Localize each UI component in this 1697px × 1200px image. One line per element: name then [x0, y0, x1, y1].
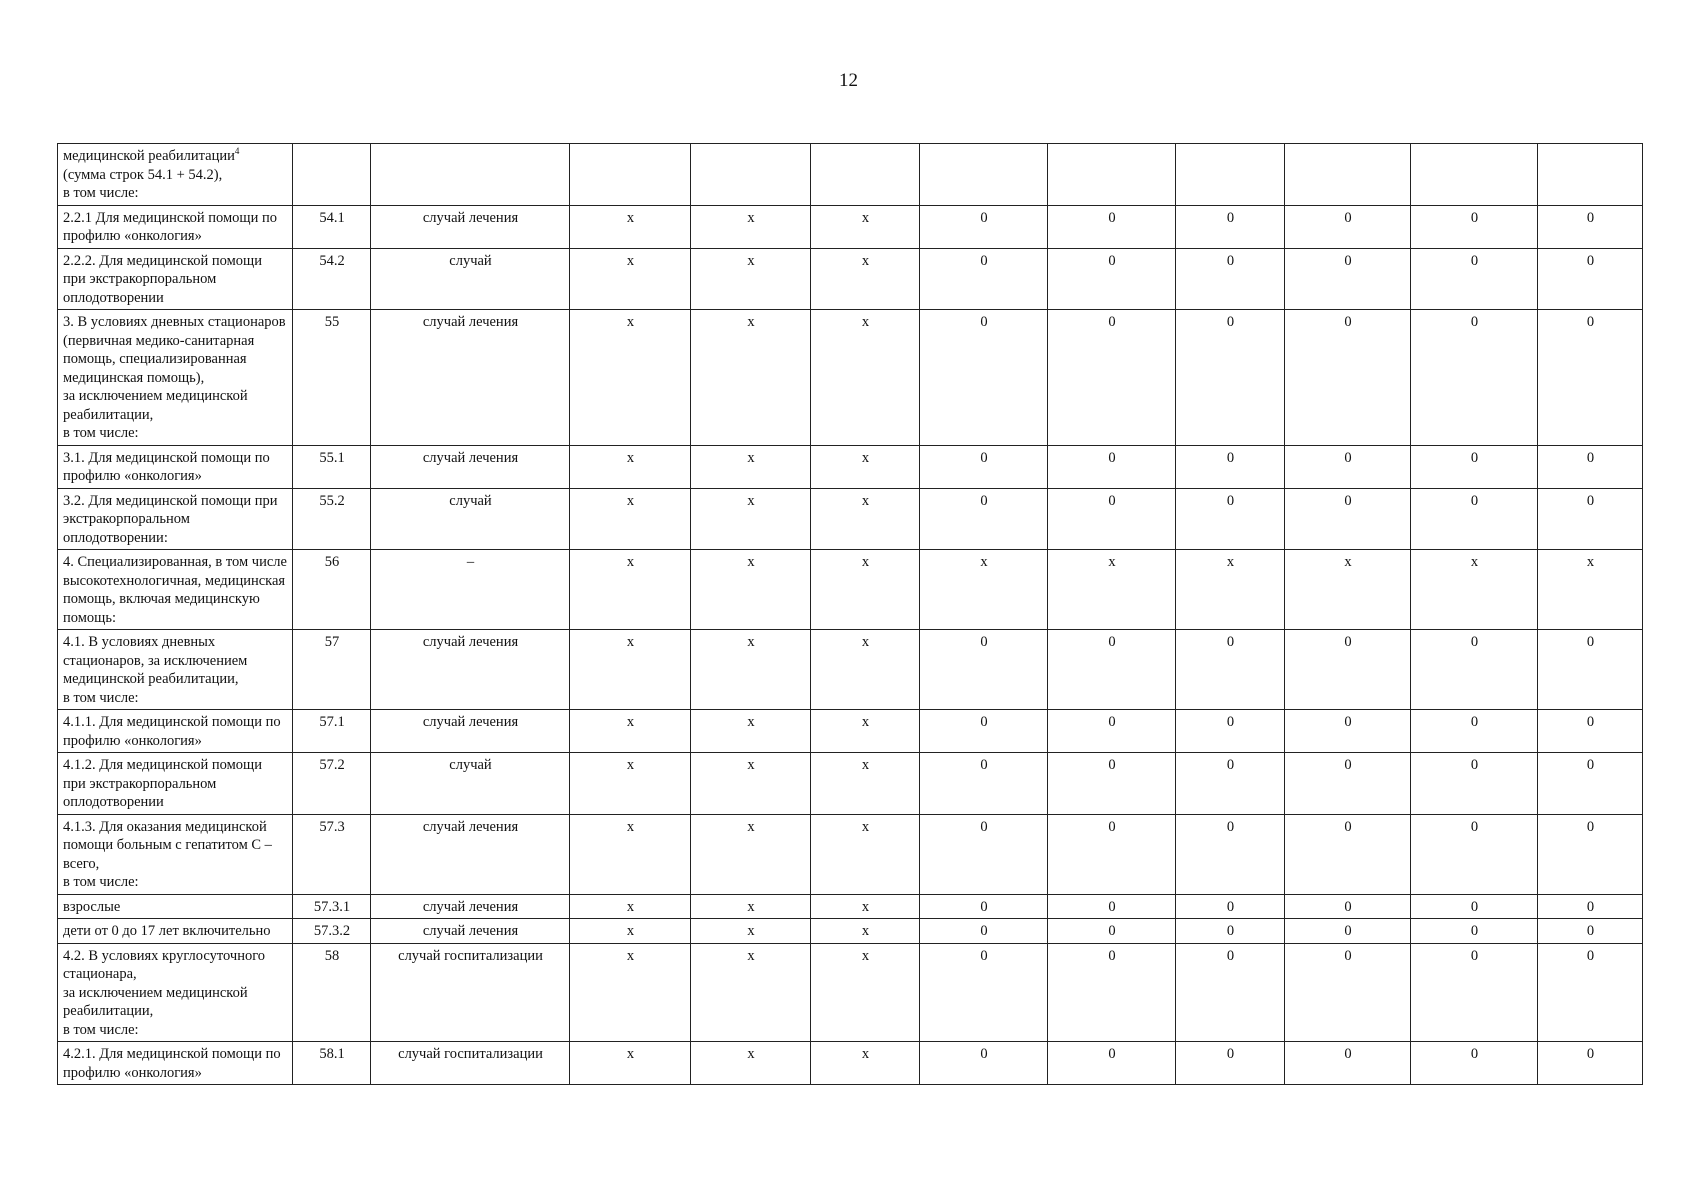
row-name-cell	[58, 488, 293, 550]
row-name-cell	[58, 919, 293, 944]
table-row	[58, 205, 1643, 248]
row-code: 54.2	[293, 248, 371, 310]
row-code: 57.3.1	[293, 894, 371, 919]
value-cell: х	[570, 710, 691, 753]
value-cell: 0	[1285, 205, 1411, 248]
value-cell	[811, 144, 920, 206]
value-cell: 0	[1411, 248, 1538, 310]
row-name: 4.2.1. Для медицинской помощи по профилю «онкология»	[63, 1046, 281, 1081]
value-cell: 0	[1538, 919, 1643, 944]
value-cell: х	[811, 248, 920, 310]
value-cell: х	[691, 814, 811, 894]
value-cell: х	[570, 894, 691, 919]
value-cell: х	[811, 1042, 920, 1085]
value-cell: 0	[1411, 445, 1538, 488]
row-name: медицинской реабилитации	[63, 148, 235, 164]
value-cell	[1176, 144, 1285, 206]
row-name-cell	[58, 550, 293, 630]
value-cell: 0	[1176, 630, 1285, 710]
table-row	[58, 550, 1643, 630]
value-cell: 0	[1176, 943, 1285, 1042]
value-cell: х	[811, 205, 920, 248]
value-cell: 0	[1048, 445, 1176, 488]
value-cell: х	[920, 550, 1048, 630]
value-cell: 0	[920, 814, 1048, 894]
row-name: 3.1. Для медицинской помощи по профилю «онкология»	[63, 449, 270, 484]
value-cell: х	[570, 205, 691, 248]
value-cell: 0	[1285, 630, 1411, 710]
row-name-cell	[58, 894, 293, 919]
row-name-cell	[58, 144, 293, 206]
row-unit: случай лечения	[371, 919, 570, 944]
value-cell: 0	[1285, 1042, 1411, 1085]
value-cell: х	[811, 310, 920, 446]
table-row	[58, 710, 1643, 753]
value-cell: х	[691, 753, 811, 815]
value-cell: 0	[1411, 753, 1538, 815]
value-cell: 0	[1176, 1042, 1285, 1085]
value-cell: 0	[1285, 310, 1411, 446]
row-name: 4.1. В условиях дневных стационаров, за исключением медицинской реабилитации, в том числе:	[63, 634, 248, 706]
row-code: 58.1	[293, 1042, 371, 1085]
value-cell: х	[811, 710, 920, 753]
value-cell: 0	[1411, 710, 1538, 753]
value-cell: 0	[1176, 205, 1285, 248]
value-cell: 0	[1538, 814, 1643, 894]
value-cell: 0	[1048, 310, 1176, 446]
table-row	[58, 144, 1643, 206]
row-unit: случай лечения	[371, 814, 570, 894]
value-cell	[1538, 144, 1643, 206]
row-code: 56	[293, 550, 371, 630]
row-code: 57.2	[293, 753, 371, 815]
value-cell: 0	[1048, 753, 1176, 815]
value-cell: 0	[920, 710, 1048, 753]
value-cell: 0	[920, 488, 1048, 550]
value-cell: 0	[920, 894, 1048, 919]
row-code	[293, 144, 371, 206]
row-code: 57.3.2	[293, 919, 371, 944]
value-cell: 0	[1538, 753, 1643, 815]
value-cell: х	[691, 310, 811, 446]
row-name-cell	[58, 205, 293, 248]
value-cell: х	[811, 943, 920, 1042]
row-name: 4.2. В условиях круглосуточного стационара, за исключением медицинской реабилитации, в том числе:	[63, 947, 266, 1038]
row-code: 55.2	[293, 488, 371, 550]
row-unit: случай лечения	[371, 445, 570, 488]
value-cell: х	[691, 248, 811, 310]
value-cell: х	[691, 205, 811, 248]
table-row	[58, 310, 1643, 446]
value-cell: 0	[920, 1042, 1048, 1085]
row-unit: случай лечения	[371, 630, 570, 710]
row-unit: –	[371, 550, 570, 630]
value-cell: 0	[1048, 248, 1176, 310]
value-cell: 0	[1176, 248, 1285, 310]
value-cell: 0	[920, 630, 1048, 710]
row-code: 55.1	[293, 445, 371, 488]
table-row	[58, 894, 1643, 919]
row-code: 57.1	[293, 710, 371, 753]
row-unit: случай	[371, 753, 570, 815]
table-row	[58, 1042, 1643, 1085]
row-unit: случай госпитализации	[371, 943, 570, 1042]
value-cell	[920, 144, 1048, 206]
value-cell: х	[1285, 550, 1411, 630]
value-cell: х	[691, 894, 811, 919]
value-cell: х	[570, 753, 691, 815]
table-row	[58, 445, 1643, 488]
value-cell: 0	[1411, 1042, 1538, 1085]
table-row	[58, 248, 1643, 310]
row-name-cell	[58, 248, 293, 310]
value-cell: х	[691, 488, 811, 550]
value-cell	[1285, 144, 1411, 206]
row-name: 4.1.3. Для оказания медицинской помощи больным с гепатитом С – всего, в том числе:	[63, 818, 272, 890]
value-cell	[570, 144, 691, 206]
row-name-cell	[58, 943, 293, 1042]
row-unit: случай	[371, 248, 570, 310]
value-cell: 0	[920, 248, 1048, 310]
value-cell: 0	[1048, 894, 1176, 919]
value-cell: х	[691, 919, 811, 944]
value-cell: 0	[1538, 488, 1643, 550]
value-cell: х	[691, 445, 811, 488]
footnote-marker: 4	[234, 146, 240, 157]
value-cell: 0	[1176, 919, 1285, 944]
value-cell: х	[570, 550, 691, 630]
value-cell: х	[1048, 550, 1176, 630]
value-cell: х	[811, 550, 920, 630]
row-unit: случай лечения	[371, 310, 570, 446]
row-code: 57	[293, 630, 371, 710]
value-cell: 0	[1285, 814, 1411, 894]
value-cell: х	[691, 1042, 811, 1085]
value-cell: 0	[1285, 710, 1411, 753]
value-cell: х	[570, 943, 691, 1042]
row-name-continuation: (сумма строк 54.1 + 54.2), в том числе:	[63, 166, 223, 201]
value-cell: х	[811, 630, 920, 710]
value-cell: 0	[1048, 943, 1176, 1042]
value-cell: 0	[920, 753, 1048, 815]
value-cell: х	[691, 630, 811, 710]
value-cell: 0	[1176, 753, 1285, 815]
value-cell: х	[1411, 550, 1538, 630]
value-cell: х	[811, 488, 920, 550]
row-name: дети от 0 до 17 лет включительно	[63, 923, 271, 939]
value-cell: 0	[1048, 1042, 1176, 1085]
value-cell: х	[570, 445, 691, 488]
row-unit	[371, 144, 570, 206]
row-unit: случай лечения	[371, 894, 570, 919]
value-cell: 0	[1538, 205, 1643, 248]
value-cell: х	[1538, 550, 1643, 630]
value-cell: 0	[1411, 894, 1538, 919]
value-cell	[1048, 144, 1176, 206]
value-cell: 0	[1048, 488, 1176, 550]
row-name-cell	[58, 753, 293, 815]
value-cell: 0	[1411, 310, 1538, 446]
value-cell: 0	[1411, 630, 1538, 710]
value-cell: 0	[1176, 894, 1285, 919]
value-cell: 0	[1048, 630, 1176, 710]
row-name: 2.2.1 Для медицинской помощи по профилю «онкология»	[63, 209, 277, 244]
value-cell: 0	[1538, 630, 1643, 710]
value-cell: 0	[1285, 488, 1411, 550]
row-name-cell	[58, 1042, 293, 1085]
value-cell: 0	[1048, 710, 1176, 753]
row-name: 4. Специализированная, в том числе высокотехнологичная, медицинская помощь, включая медицинскую помощь:	[63, 554, 287, 626]
value-cell: 0	[1176, 310, 1285, 446]
table-row	[58, 630, 1643, 710]
value-cell: 0	[1048, 919, 1176, 944]
row-name: 4.1.1. Для медицинской помощи по профилю «онкология»	[63, 714, 281, 749]
value-cell: 0	[1285, 919, 1411, 944]
value-cell: 0	[1048, 814, 1176, 894]
value-cell: 0	[920, 919, 1048, 944]
value-cell: 0	[1538, 310, 1643, 446]
value-cell: 0	[1285, 445, 1411, 488]
table-row	[58, 919, 1643, 944]
value-cell: 0	[1411, 814, 1538, 894]
row-name-cell	[58, 630, 293, 710]
value-cell: 0	[1285, 894, 1411, 919]
value-cell: 0	[920, 205, 1048, 248]
row-unit: случай лечения	[371, 205, 570, 248]
value-cell: 0	[1538, 943, 1643, 1042]
value-cell	[1411, 144, 1538, 206]
value-cell	[691, 144, 811, 206]
value-cell: 0	[1176, 710, 1285, 753]
row-code: 57.3	[293, 814, 371, 894]
value-cell: 0	[1176, 445, 1285, 488]
table-row	[58, 753, 1643, 815]
data-table	[57, 143, 1643, 1085]
value-cell: х	[691, 943, 811, 1042]
table-body	[58, 144, 1643, 1085]
row-name: 2.2.2. Для медицинской помощи при экстракорпоральном оплодотворении	[63, 252, 262, 306]
value-cell: х	[691, 710, 811, 753]
row-name-cell	[58, 445, 293, 488]
value-cell: х	[1176, 550, 1285, 630]
value-cell: х	[811, 445, 920, 488]
value-cell: 0	[1411, 919, 1538, 944]
value-cell: х	[811, 919, 920, 944]
value-cell: х	[570, 630, 691, 710]
row-name-cell	[58, 710, 293, 753]
value-cell: 0	[1538, 710, 1643, 753]
value-cell: 0	[1411, 488, 1538, 550]
value-cell: х	[570, 1042, 691, 1085]
value-cell: 0	[920, 943, 1048, 1042]
value-cell: х	[570, 248, 691, 310]
table-row	[58, 488, 1643, 550]
row-unit: случай лечения	[371, 710, 570, 753]
value-cell: х	[811, 894, 920, 919]
value-cell: х	[570, 488, 691, 550]
row-name: 3.2. Для медицинской помощи при экстракорпоральном оплодотворении:	[63, 492, 278, 546]
value-cell: 0	[920, 310, 1048, 446]
row-unit: случай госпитализации	[371, 1042, 570, 1085]
value-cell: х	[811, 753, 920, 815]
value-cell: х	[691, 550, 811, 630]
value-cell: 0	[1538, 248, 1643, 310]
value-cell: х	[570, 310, 691, 446]
value-cell: 0	[1285, 248, 1411, 310]
row-name: 3. В условиях дневных стационаров (первичная медико-санитарная помощь, специализированная медицинская помощь), за исключением медицинской реабилитации, в том числе:	[63, 314, 286, 441]
value-cell: 0	[1538, 1042, 1643, 1085]
row-name: взрослые	[63, 898, 121, 915]
value-cell: 0	[1411, 943, 1538, 1042]
value-cell: 0	[1176, 488, 1285, 550]
row-name-cell	[58, 310, 293, 446]
value-cell: 0	[1176, 814, 1285, 894]
value-cell: 0	[1285, 753, 1411, 815]
row-code: 58	[293, 943, 371, 1042]
value-cell: 0	[920, 445, 1048, 488]
page-number: 12	[839, 70, 858, 91]
row-name: 4.1.2. Для медицинской помощи при экстракорпоральном оплодотворении	[63, 757, 262, 810]
value-cell: х	[570, 814, 691, 894]
value-cell: х	[811, 814, 920, 894]
table-row	[58, 814, 1643, 894]
row-code: 54.1	[293, 205, 371, 248]
table-row	[58, 943, 1643, 1042]
row-unit: случай	[371, 488, 570, 550]
value-cell: 0	[1411, 205, 1538, 248]
value-cell: х	[570, 919, 691, 944]
value-cell: 0	[1538, 894, 1643, 919]
value-cell: 0	[1538, 445, 1643, 488]
value-cell: 0	[1048, 205, 1176, 248]
row-name-cell	[58, 814, 293, 894]
row-code: 55	[293, 310, 371, 446]
value-cell: 0	[1285, 943, 1411, 1042]
